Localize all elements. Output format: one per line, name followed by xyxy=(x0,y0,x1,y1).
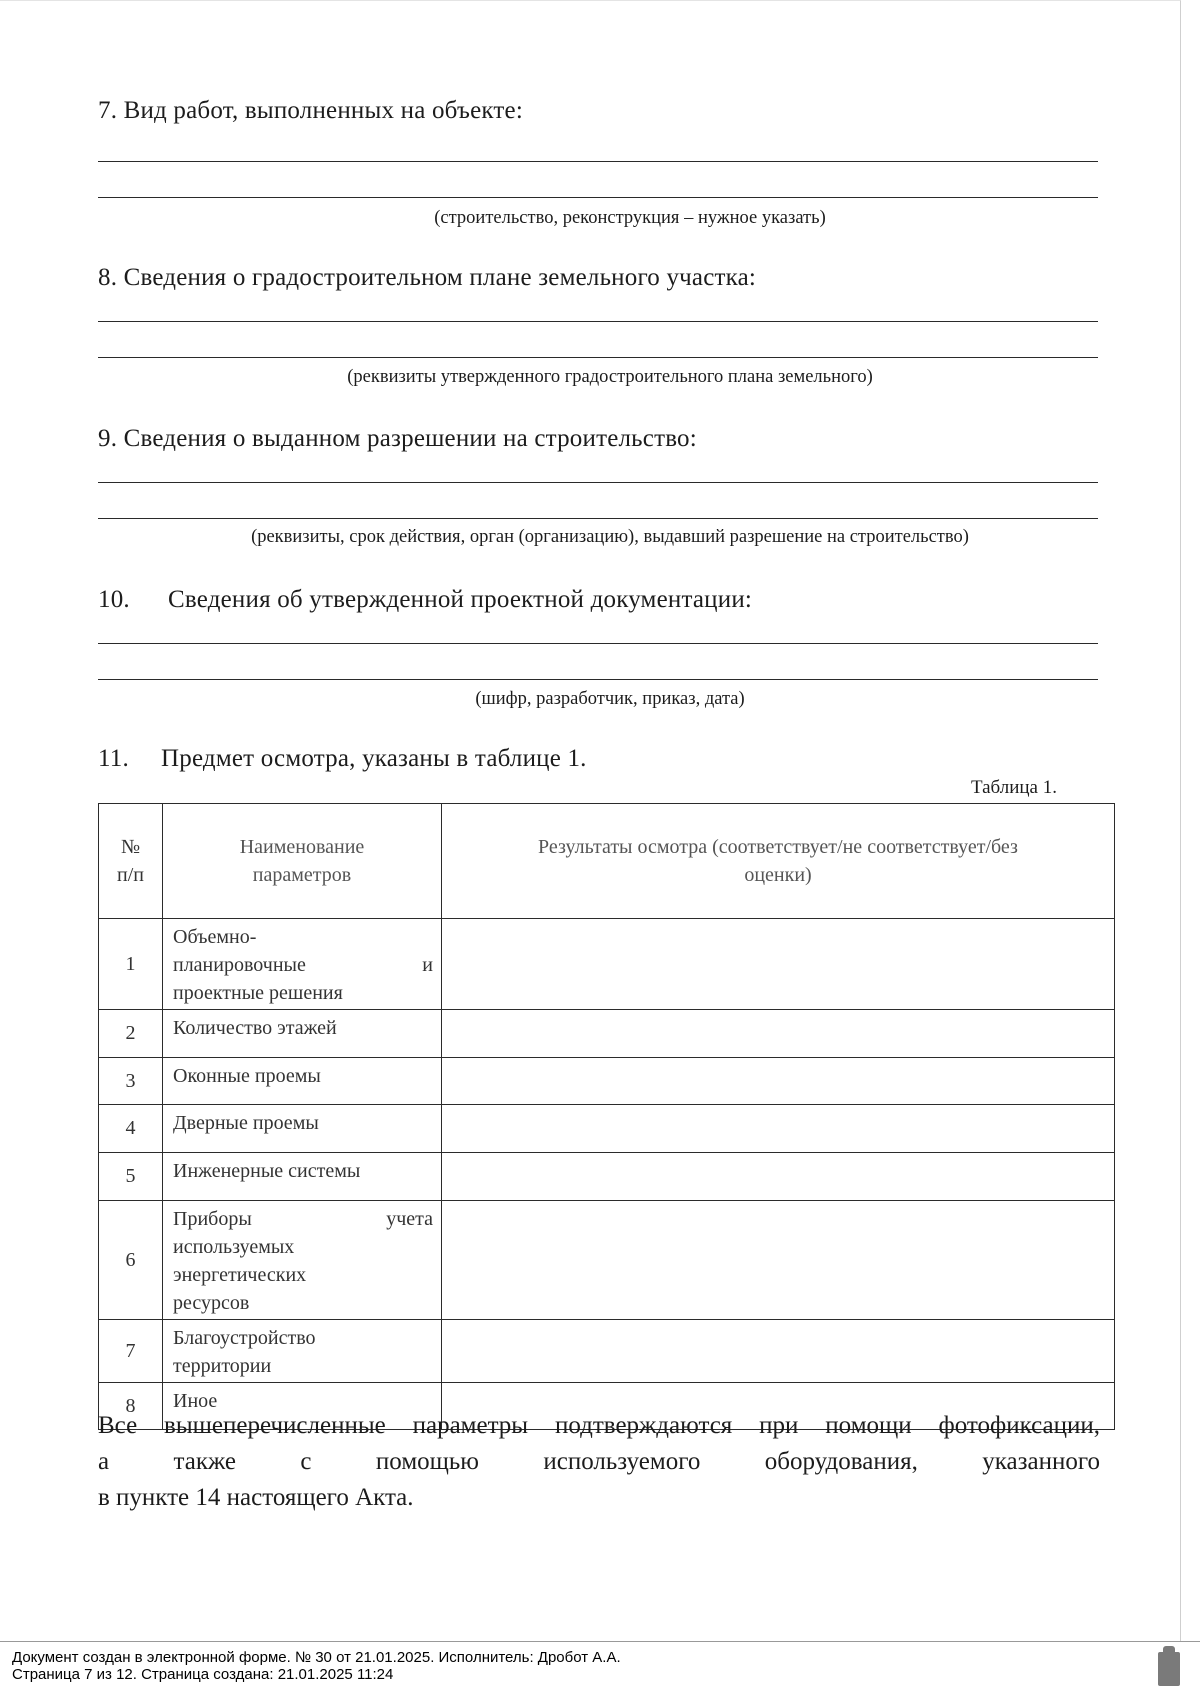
section-9-fill-line-2 xyxy=(98,518,1098,519)
table-row xyxy=(99,919,1115,1010)
table-row xyxy=(99,1201,1115,1320)
section-10-title: Сведения об утвержденной проектной документации: xyxy=(168,586,753,613)
section-7-heading: 7. Вид работ, выполненных на объекте: xyxy=(98,97,523,124)
section-10-fill-line-1 xyxy=(98,643,1098,644)
section-11-heading xyxy=(98,745,587,773)
row-result-cell[interactable] xyxy=(442,919,1115,1010)
table-row xyxy=(99,1010,1115,1058)
table-caption: Таблица 1. xyxy=(970,777,1057,798)
section-9-fill-line-1 xyxy=(98,482,1098,483)
row-num: 2 xyxy=(99,1010,163,1058)
section-7-fill-line-2 xyxy=(98,197,1098,198)
section-8-hint: (реквизиты утвержденного градостроительного плана земельного) xyxy=(347,367,873,387)
emblem-icon xyxy=(1158,1652,1180,1686)
row-name: Иное xyxy=(163,1383,442,1430)
closing-line-3: в пункте 14 настоящего Акта. xyxy=(98,1484,414,1511)
row-result-cell[interactable] xyxy=(442,1058,1115,1105)
table-row xyxy=(99,1105,1115,1153)
row-name: Инженерные системы xyxy=(163,1153,442,1201)
header-name xyxy=(163,804,442,919)
row-name: Дверные проемы xyxy=(163,1105,442,1153)
section-8-heading: 8. Сведения о градостроительном плане земельного участка: xyxy=(98,264,757,291)
header-name-line-1: Наименование xyxy=(239,836,365,858)
row-num: 3 xyxy=(99,1058,163,1105)
inspection-table xyxy=(98,803,1115,1430)
header-result-line-1: Результаты осмотра (соответствует/не соответствует/без xyxy=(538,836,1018,858)
footer-line-2: Страница 7 из 12. Страница создана: 21.01.2025 11:24 xyxy=(12,1666,394,1683)
section-8-fill-line-1 xyxy=(98,321,1098,322)
row-result-cell[interactable] xyxy=(442,1153,1115,1201)
footer-line-1: Документ создан в электронной форме. № 30 от 21.01.2025. Исполнитель: Дробот А.А. xyxy=(12,1649,621,1666)
row-num: 5 xyxy=(99,1153,163,1201)
header-name-line-2: параметров xyxy=(252,864,352,886)
row-result-cell[interactable] xyxy=(442,1320,1115,1383)
closing-paragraph xyxy=(98,1408,1100,1516)
closing-line-2: а также с помощью используемого оборудования, указанного xyxy=(98,1448,1100,1475)
section-11-title: Предмет осмотра, указаны в таблице 1. xyxy=(161,745,587,772)
footer xyxy=(12,1649,621,1683)
row-name-line: Благоустройство xyxy=(173,1327,316,1349)
row-num: 7 xyxy=(99,1320,163,1383)
row-num: 6 xyxy=(99,1201,163,1320)
header-result-line-2: оценки) xyxy=(744,864,812,886)
header-num-line-2: п/п xyxy=(117,864,144,886)
section-7-hint: (строительство, реконструкция – нужное указать) xyxy=(434,208,826,228)
row-name-line: планировочные и xyxy=(173,954,433,976)
row-result-cell[interactable] xyxy=(442,1105,1115,1153)
row-result-cell[interactable] xyxy=(442,1010,1115,1058)
section-11-number: 11. xyxy=(98,745,129,772)
header-num xyxy=(99,804,163,919)
row-num: 4 xyxy=(99,1105,163,1153)
row-name-line: проектные решения xyxy=(173,982,343,1004)
table-row xyxy=(99,1058,1115,1105)
row-name-line: ресурсов xyxy=(173,1292,250,1314)
row-name xyxy=(163,1201,442,1320)
row-name-line: энергетических xyxy=(173,1264,307,1286)
footer-divider xyxy=(0,1641,1200,1642)
row-name-line: Приборы учета xyxy=(173,1208,433,1230)
closing-line-1: Все вышеперечисленные параметры подтверждаются при помощи фотофиксации, xyxy=(98,1412,1100,1439)
header-result xyxy=(442,804,1115,919)
row-name xyxy=(163,919,442,1010)
table-header-row xyxy=(99,804,1115,919)
row-name-line: используемых xyxy=(173,1236,295,1258)
section-7-fill-line-1 xyxy=(98,161,1098,162)
section-9-heading: 9. Сведения о выданном разрешении на строительство: xyxy=(98,425,697,452)
row-name: Оконные проемы xyxy=(163,1058,442,1105)
row-result-cell[interactable] xyxy=(442,1201,1115,1320)
header-num-line-1: № xyxy=(120,836,141,858)
row-name-line: Объемно- xyxy=(173,926,257,948)
section-8-fill-line-2 xyxy=(98,357,1098,358)
section-9-hint: (реквизиты, срок действия, орган (организацию), выдавший разрешение на строительство) xyxy=(251,527,969,547)
row-name: Количество этажей xyxy=(163,1010,442,1058)
section-10-fill-line-2 xyxy=(98,679,1098,680)
section-10-number: 10. xyxy=(98,586,130,613)
table-row xyxy=(99,1153,1115,1201)
section-10-hint: (шифр, разработчик, приказ, дата) xyxy=(475,689,745,709)
table-row xyxy=(99,1320,1115,1383)
section-10-heading xyxy=(98,586,752,614)
row-num: 8 xyxy=(99,1383,163,1430)
row-name xyxy=(163,1320,442,1383)
row-name-line: территории xyxy=(173,1355,272,1377)
row-num: 1 xyxy=(99,919,163,1010)
